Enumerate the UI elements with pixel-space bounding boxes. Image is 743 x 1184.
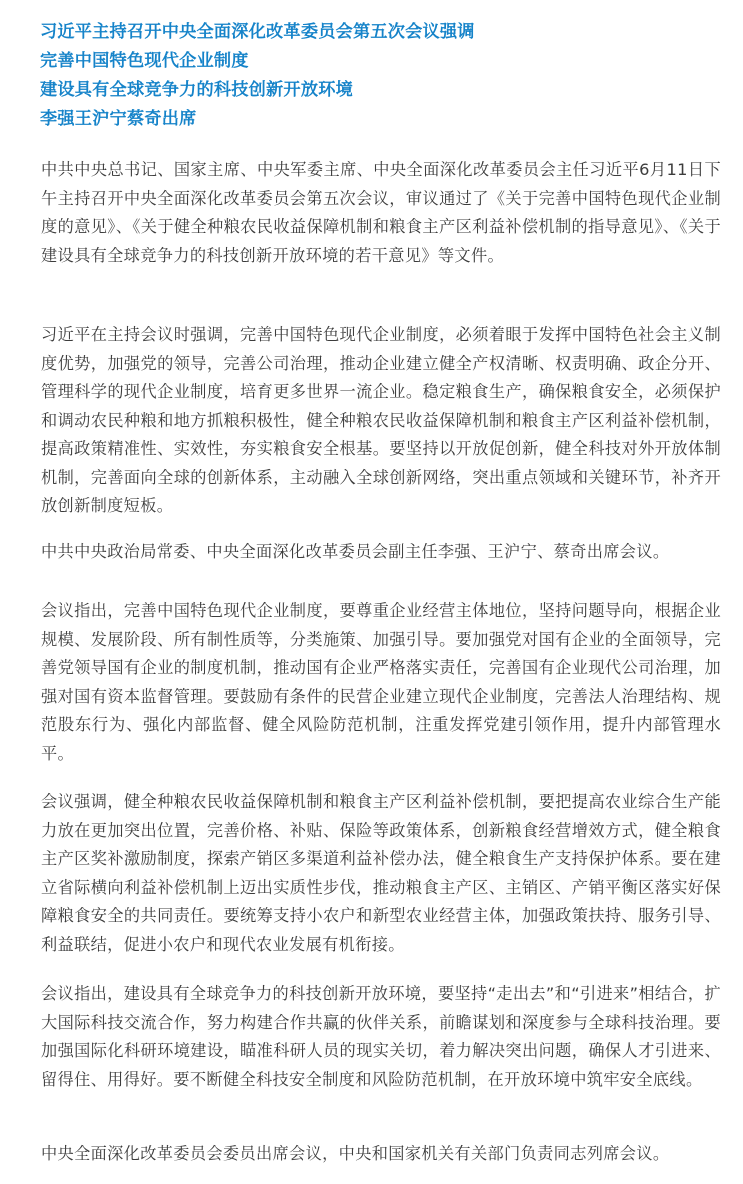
headline-line: 李强王沪宁蔡奇出席 [40, 109, 197, 129]
headline-line: 习近平主持召开中央全面深化改革委员会第五次会议强调 [40, 22, 475, 42]
body-paragraph: 会议指出，建设具有全球竞争力的科技创新开放环境，要坚持“走出去”和“引进来”相结合，扩大国际科技交流合作，努力构建合作共赢的伙伴关系，前瞻谋划和深度参与全球科技治理。要加强国际化科研环境建设，瞄准科研人员的现实关切，着力解决突出问题，确保人才引进来、留得住、用得好。要不断健全科技安全制度和风险防范机制，在开放环境中筑牢安全底线。 [41, 984, 721, 1089]
body-paragraph: 中共中央总书记、国家主席、中央军委主席、中央全面深化改革委员会主任习近平6月11日下午主持召开中央全面深化改革委员会第五次会议，审议通过了《关于完善中国特色现代企业制度的意见》、《关于健全种粮农民收益保障机制和粮食主产区利益补偿机制的指导意见》、《关于建设具有全球竞争力的科技创新开放环境的若干意见》等文件。 [41, 160, 721, 265]
article-headline [40, 18, 720, 134]
headline-line: 建设具有全球竞争力的科技创新开放环境 [40, 80, 353, 100]
body-paragraph: 会议强调，健全种粮农民收益保障机制和粮食主产区利益补偿机制，要把提高农业综合生产能力放在更加突出位置，完善价格、补贴、保险等政策体系，创新粮食经营增效方式，健全粮食主产区奖补激励制度，探索产销区多渠道利益补偿办法，健全粮食生产支持保护体系。要在建立省际横向利益补偿机制上迈出实质性步伐，推动粮食主产区、主销区、产销平衡区落实好保障粮食安全的共同责任。要统筹支持小农户和新型农业经营主体，加强政策扶持、服务引导、利益联结，促进小农户和现代农业发展有机衔接。 [41, 792, 721, 954]
body-paragraph: 中央全面深化改革委员会委员出席会议，中央和国家机关有关部门负责同志列席会议。 [41, 1144, 670, 1163]
headline-line: 完善中国特色现代企业制度 [40, 51, 249, 71]
body-paragraph: 会议指出，完善中国特色现代企业制度，要尊重企业经营主体地位，坚持问题导向，根据企业规模、发展阶段、所有制性质等，分类施策、加强引导。要加强党对国有企业的全面领导，完善党领导国有企业的制度机制，推动国有企业严格落实责任，完善国有企业现代公司治理，加强对国有资本监督管理。要鼓励有条件的民营企业建立现代企业制度，完善法人治理结构、规范股东行为、强化内部监督、健全风险防范机制，注重发挥党建引领作用，提升内部管理水平。 [41, 601, 721, 763]
body-paragraph: 习近平在主持会议时强调，完善中国特色现代企业制度，必须着眼于发挥中国特色社会主义制度优势，加强党的领导，完善公司治理，推动企业建立健全产权清晰、权责明确、政企分开、管理科学的现代企业制度，培育更多世界一流企业。稳定粮食生产，确保粮食安全，必须保护和调动农民种粮和地方抓粮积极性，健全种粮农民收益保障机制和粮食主产区利益补偿机制，提高政策精准性、实效性，夯实粮食安全根基。要坚持以开放促创新，健全科技对外开放体制机制，完善面向全球的创新体系，主动融入全球创新网络，突出重点领域和关键环节，补齐开放创新制度短板。 [41, 325, 721, 515]
body-paragraph: 中共中央政治局常委、中央全面深化改革委员会副主任李强、王沪宁、蔡奇出席会议。 [41, 542, 670, 561]
